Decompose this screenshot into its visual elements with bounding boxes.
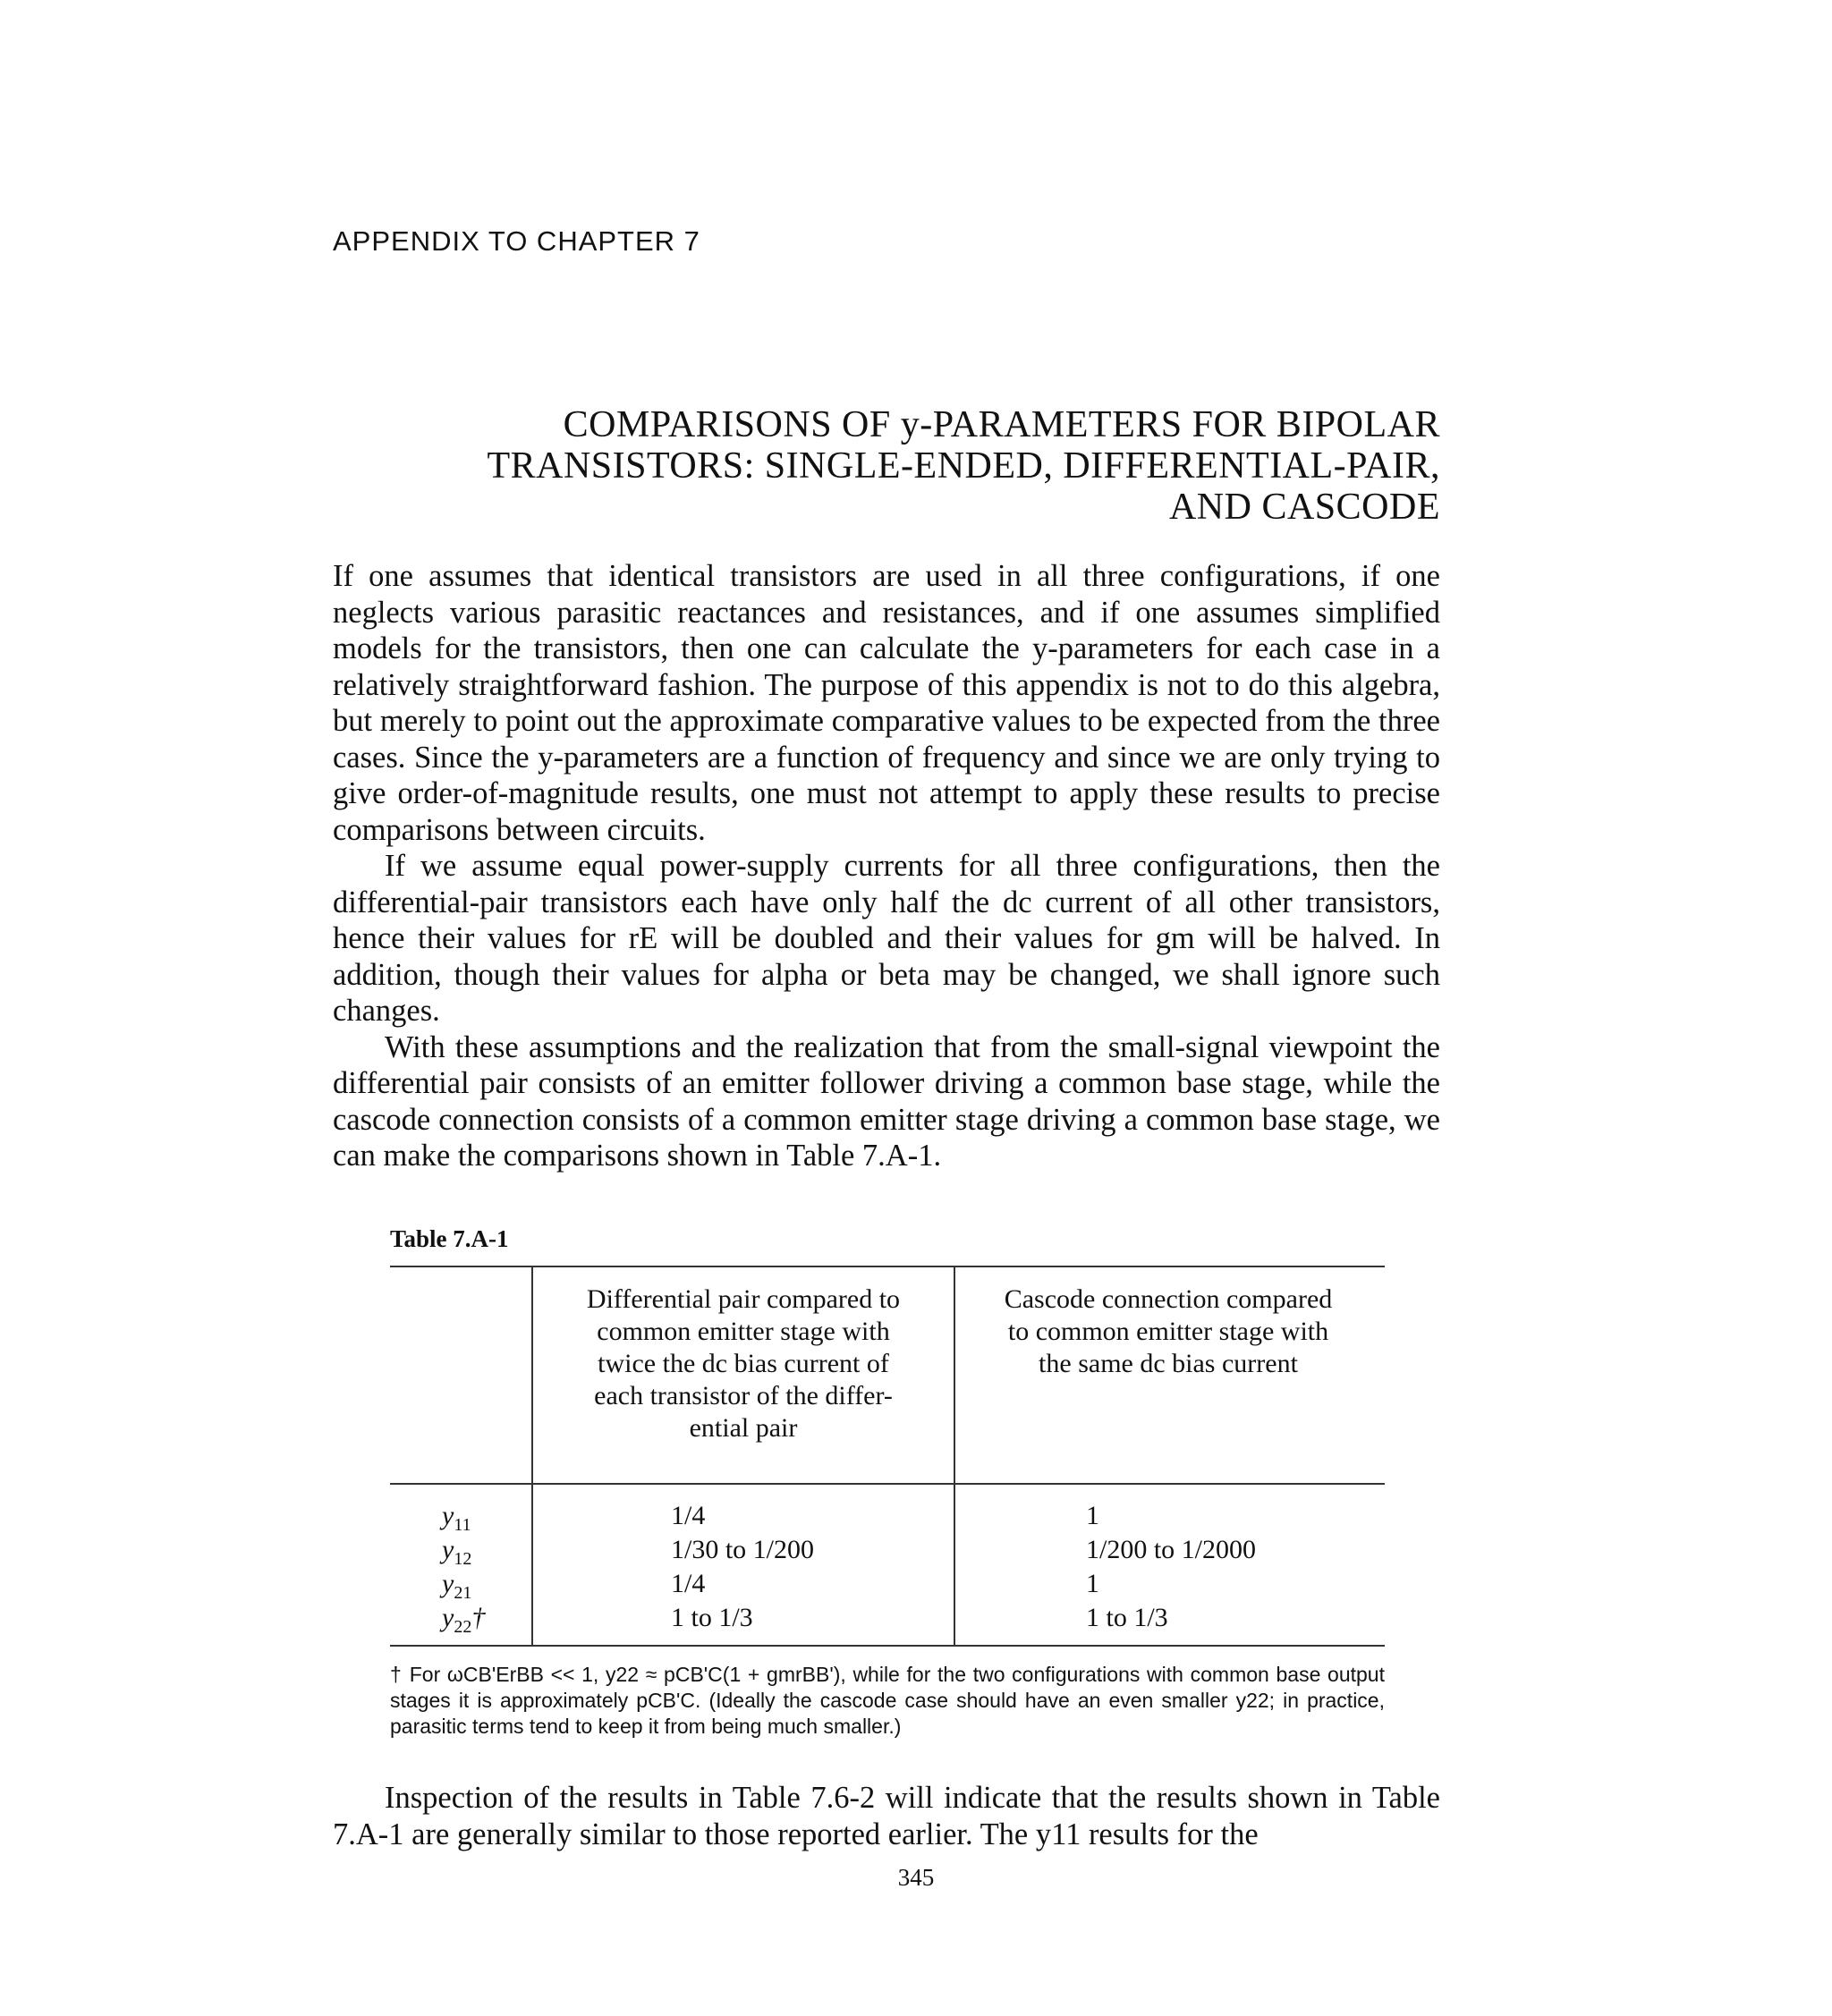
row-symbol: y xyxy=(442,1535,454,1564)
row-symbol: y xyxy=(442,1569,454,1598)
comparison-table xyxy=(390,1266,1385,1656)
table-footnote: † For ωCB'ErBB << 1, y22 ≈ pCB'C(1 + gmrBB'), while for the two configurations with common base output stages it is approximately pCB'C. (Ideally the cascode case should have an even smaller y22; in practice, parasitic terms tend to keep it from being much smaller.) xyxy=(390,1663,1385,1738)
body-paragraphs xyxy=(333,558,1440,1174)
header-line: Cascode connection compared xyxy=(1004,1284,1333,1314)
row-subscript: 11 xyxy=(454,1515,471,1535)
page-title xyxy=(367,404,1440,528)
paragraph-4: Inspection of the results in Table 7.6-2 will indicate that the results shown in Table 7.A-1 are generally similar to those reported earlier. The y11 results for the xyxy=(333,1781,1440,1851)
paragraph-3: With these assumptions and the realization that from the small-signal viewpoint the differential pair consists of an emitter follower driving a common base stage, while the cascode connection consists of a common emitter stage driving a common base stage, we can make the comparisons shown in Table 7.A-1. xyxy=(333,1029,1440,1173)
cell-y22-cascode: 1 to 1/3 xyxy=(1086,1603,1168,1632)
table-header-rule xyxy=(390,1483,1385,1485)
header-differential-pair xyxy=(547,1283,940,1444)
cell-y12-differential: 1/30 to 1/200 xyxy=(671,1535,815,1564)
table-top-rule xyxy=(390,1266,1385,1267)
table-caption: Table 7.A-1 xyxy=(390,1225,509,1252)
closing-paragraph xyxy=(333,1780,1440,1852)
cell-y21-differential: 1/4 xyxy=(671,1569,706,1598)
row-subscript: 22 xyxy=(454,1617,472,1637)
paragraph-1: If one assumes that identical transistors are used in all three configurations, if one neglects various parasitic reactances and resistances, and if one assumes simplified models for the transistors, then one can calculate the y-parameters for each case in a relatively straightforward fashion. The purpose of this appendix is not to do this algebra, but merely to point out the approximate comparative values to be expected from the three cases. Since the y-parameters are a function of frequency and since we are only trying to give order-of-magnitude results, one must not attempt to apply these results to precise comparisons between circuits. xyxy=(333,559,1440,847)
title-line-1: COMPARISONS OF y-PARAMETERS FOR BIPOLAR xyxy=(563,404,1440,445)
row-label-y22 xyxy=(442,1602,485,1643)
header-cascode-connection xyxy=(971,1283,1365,1380)
page-number: 345 xyxy=(897,1864,935,1891)
paragraph-2: If we assume equal power-supply currents for all three configurations, then the differential-pair transistors each have only half the dc current of all other transistors, hence their values for rE will be doubled and their values for gm will be halved. In addition, though their values for alpha or beta may be changed, we shall ignore such changes. xyxy=(333,849,1440,1028)
title-line-2: TRANSISTORS: SINGLE-ENDED, DIFFERENTIAL-PAIR, xyxy=(487,445,1440,487)
header-line: common emitter stage with xyxy=(597,1317,890,1346)
header-line: the same dc bias current xyxy=(1039,1349,1298,1378)
table-column-divider-1 xyxy=(531,1266,533,1645)
table-column-divider-2 xyxy=(954,1266,955,1645)
cell-y11-cascode: 1 xyxy=(1086,1501,1099,1530)
header-line: Differential pair compared to xyxy=(586,1284,901,1314)
header-line: ential pair xyxy=(689,1413,798,1443)
header-line: to common emitter stage with xyxy=(1007,1317,1329,1346)
row-subscript: 12 xyxy=(454,1549,472,1569)
running-head: APPENDIX TO CHAPTER 7 xyxy=(333,225,700,257)
row-symbol: y xyxy=(442,1603,454,1632)
cell-y22-differential: 1 to 1/3 xyxy=(671,1603,753,1632)
dagger-mark: † xyxy=(471,1603,486,1632)
row-symbol: y xyxy=(442,1501,454,1530)
table-bottom-rule xyxy=(390,1645,1385,1647)
row-subscript: 21 xyxy=(454,1583,472,1603)
title-line-3: AND CASCODE xyxy=(1168,487,1440,528)
header-line: each transistor of the differ- xyxy=(594,1381,893,1410)
cell-y11-differential: 1/4 xyxy=(671,1501,706,1530)
cell-y12-cascode: 1/200 to 1/2000 xyxy=(1086,1535,1257,1564)
header-line: twice the dc bias current of xyxy=(598,1349,889,1378)
cell-y21-cascode: 1 xyxy=(1086,1569,1099,1598)
